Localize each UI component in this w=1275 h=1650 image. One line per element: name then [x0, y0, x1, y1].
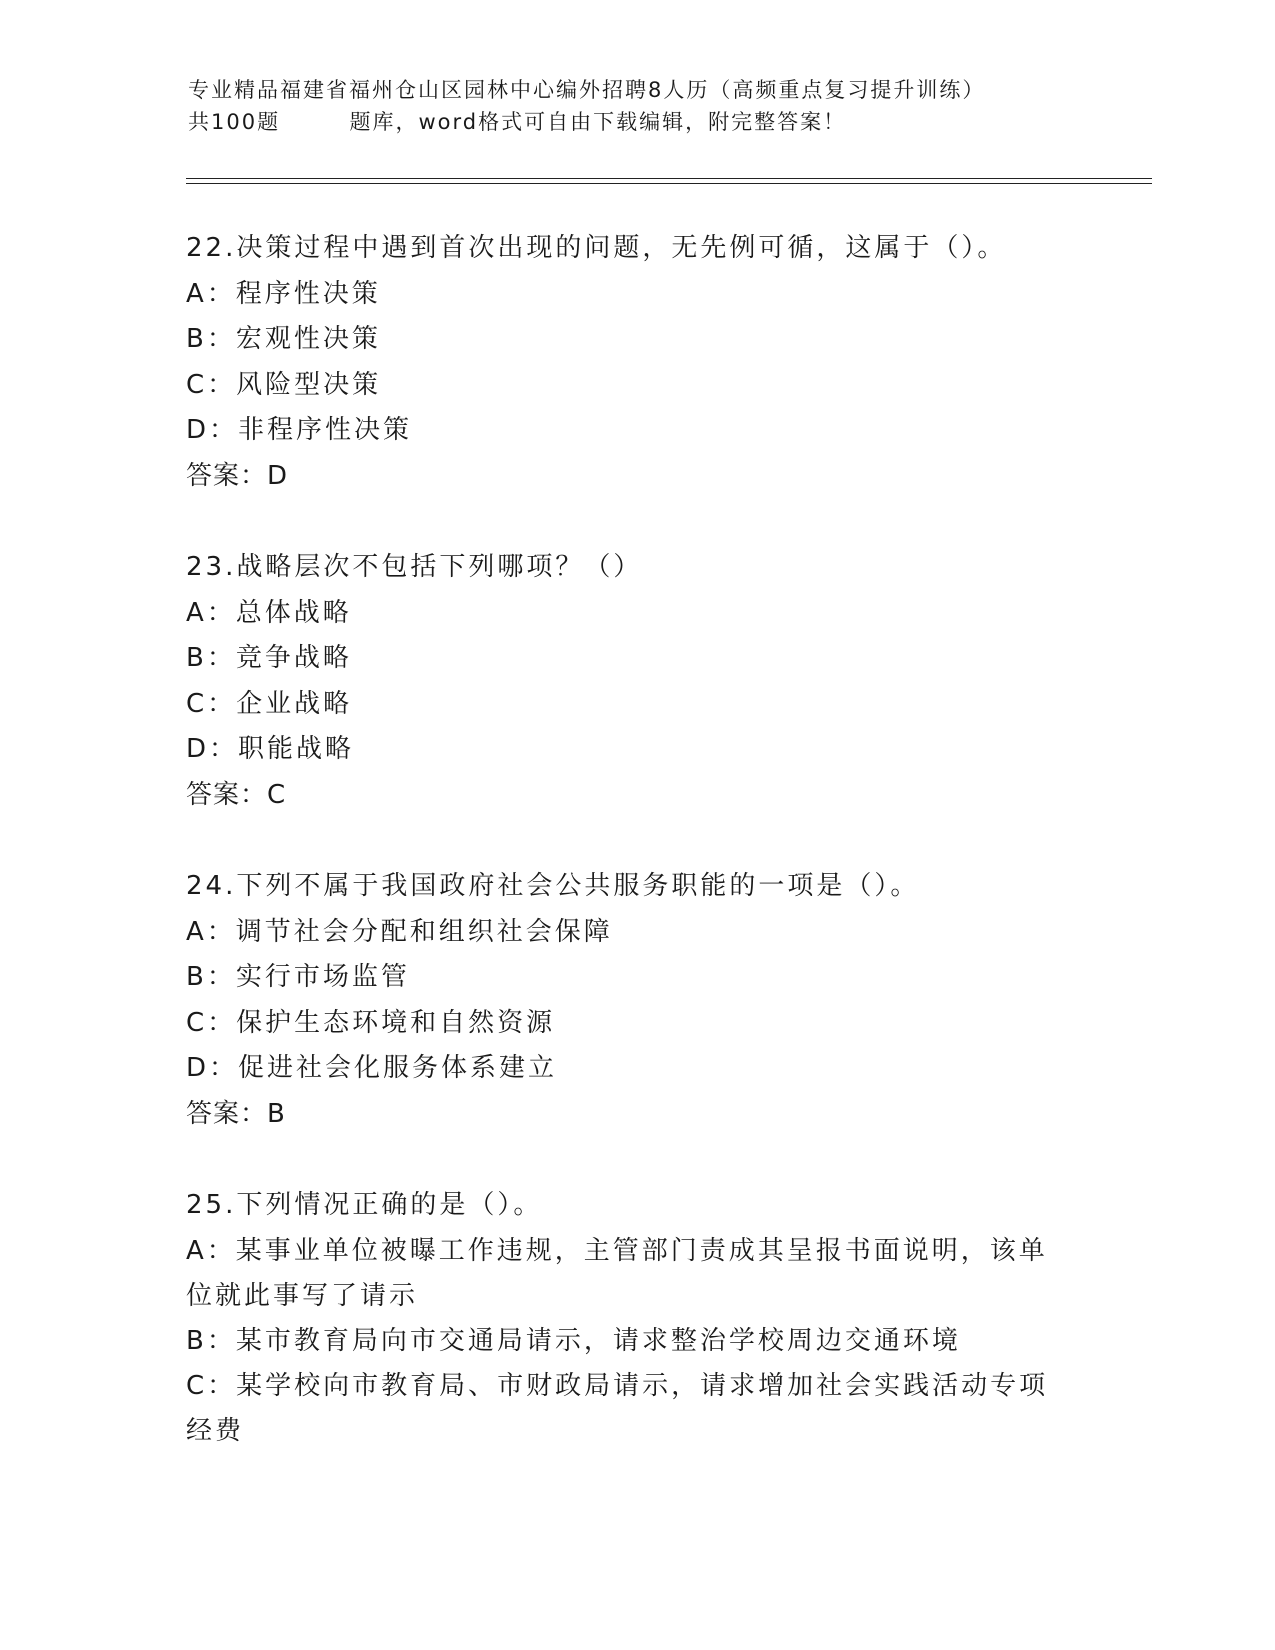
- option-c: C：某学校向市教育局、市财政局请示，请求增加社会实践活动专项经费: [186, 1371, 1049, 1446]
- question-25: [186, 1183, 1086, 1454]
- answer-label: 答案：C: [186, 779, 287, 810]
- question-stem: 24.下列不属于我国政府社会公共服务职能的一项是（）。: [186, 871, 920, 901]
- question-23: [186, 545, 1086, 818]
- question-22: [186, 226, 1086, 499]
- header-title-line-1: 专业精品福建省福州仓山区园林中心编外招聘8人历（高频重点复习提升训练）: [188, 78, 986, 102]
- option-d: D：职能战略: [186, 734, 355, 764]
- question-stem: 25.下列情况正确的是（）。: [186, 1190, 543, 1220]
- question-stem: 23.战略层次不包括下列哪项？（）: [186, 552, 643, 582]
- answer-label: 答案：B: [186, 1098, 286, 1129]
- option-a: A：调节社会分配和组织社会保障: [186, 916, 613, 947]
- option-b: B：实行市场监管: [186, 962, 410, 992]
- option-c: C：风险型决策: [186, 369, 382, 400]
- option-a: A：总体战略: [186, 597, 352, 628]
- option-c: C：企业战略: [186, 688, 353, 719]
- option-d: D：非程序性决策: [186, 415, 413, 445]
- question-24: [186, 864, 1086, 1137]
- question-stem: 22.决策过程中遇到首次出现的问题，无先例可循，这属于（）。: [186, 233, 1007, 263]
- answer-label: 答案：D: [186, 460, 289, 491]
- header-divider-top: [186, 178, 1152, 179]
- option-c: C：保护生态环境和自然资源: [186, 1007, 556, 1038]
- option-b: B：宏观性决策: [186, 324, 381, 354]
- option-b: B：某市教育局向市交通局请示，请求整治学校周边交通环境: [186, 1325, 961, 1356]
- option-b: B：竞争战略: [186, 643, 352, 673]
- option-a: A：某事业单位被曝工作违规，主管部门责成其呈报书面说明，该单位就此事写了请示: [186, 1235, 1048, 1311]
- option-d: D：促进社会化服务体系建立: [186, 1053, 558, 1083]
- header-divider-bottom: [186, 183, 1152, 184]
- header-title-line-2: 共100题 题库，word格式可自由下载编辑，附完整答案！: [188, 110, 847, 134]
- document-header: [188, 74, 1088, 138]
- option-a: A：程序性决策: [186, 278, 381, 309]
